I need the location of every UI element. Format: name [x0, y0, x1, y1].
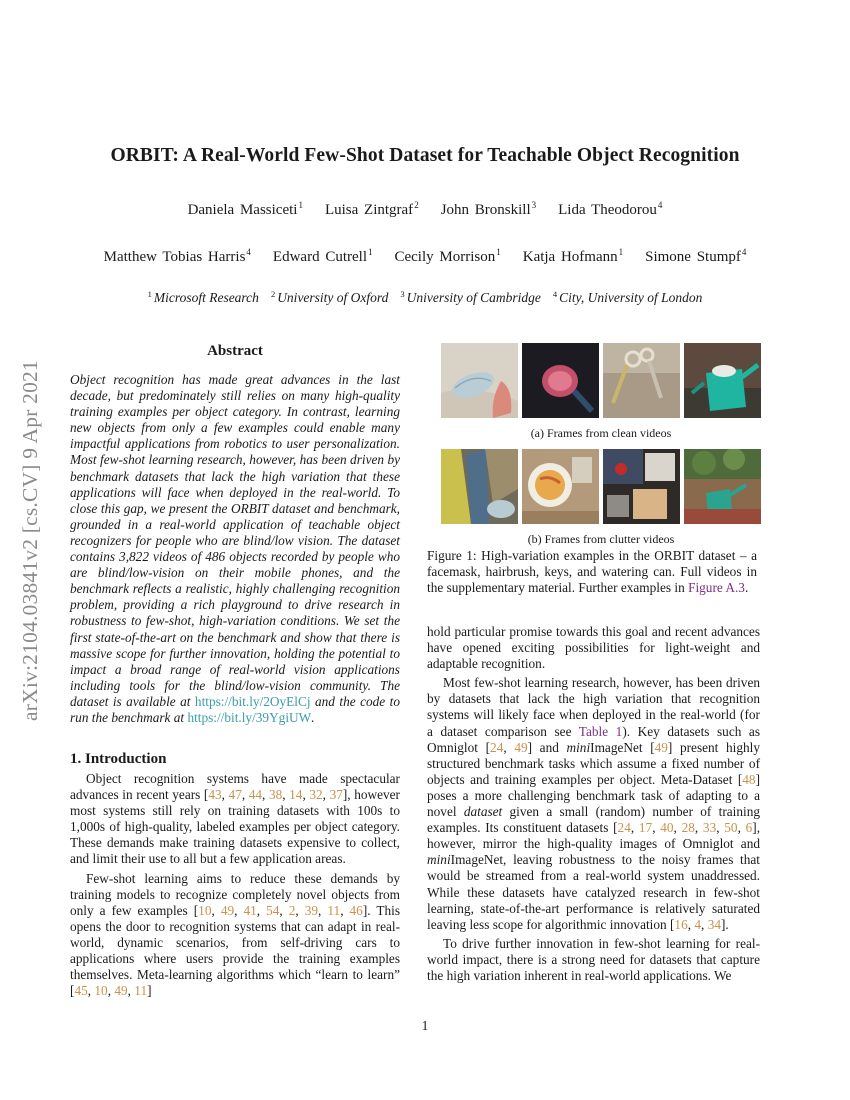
right-column-body — [427, 624, 760, 984]
citation-link[interactable]: 32 — [309, 787, 323, 803]
citation-link[interactable]: 54 — [266, 902, 280, 918]
citation-link[interactable]: 28 — [681, 820, 695, 836]
citation-link[interactable]: 11 — [134, 983, 148, 999]
author-name: Lida Theodorou$^4$ — [558, 200, 663, 218]
introduction-body — [70, 771, 400, 999]
citation-link[interactable]: 49 — [114, 983, 128, 999]
affiliation — [553, 290, 703, 305]
citation-link[interactable]: 4 — [694, 916, 702, 932]
author-affiliation-mark: 1 — [298, 200, 303, 210]
author-affiliation-mark: 1 — [496, 247, 501, 257]
figure-1 — [441, 343, 761, 555]
author-name: Katja Hofmann$^1$ — [522, 247, 624, 265]
clutter-frames-caption: (b) Frames from clutter videos — [527, 532, 675, 546]
right-paragraph-2: Most few-shot learning research, however, has been driven by datasets that lack the high variation that recognition systems will likely face when deployed in the real-world (for a dataset comparison see Table 1). Key datasets such as Omniglot [24, 49] and miniImageNet [49] present highly structured benchmark tasks which assume a fixed number of objects and training examples per object. Meta-Dataset [48] poses a more challenging benchmark task of adapting to a novel dataset given a small (random) number of training examples. Its constituent datasets [24, 17, 40, 28, 33, 50, 6], however, mirror the high-quality images of Omniglot and miniImageNet, leaving robustness to the noisy frames that would be streamed from a real-world system unaddressed. While these datasets have catalyzed research in few-shot learning, state-of-the-art performance is relatively saturated leaving less scope for algorithmic innovation [16, 4, 34]. — [427, 675, 761, 932]
page-number: 1 — [421, 1018, 429, 1033]
authors-row-2 — [0, 247, 850, 266]
watering-can-clean-frame — [684, 343, 761, 418]
citation-link[interactable]: 50 — [724, 820, 738, 836]
affiliation-mark: 4 — [552, 289, 558, 299]
abstract-heading: Abstract — [207, 343, 263, 359]
code-link[interactable]: https://bit.ly/39YgiUW — [187, 709, 312, 725]
citation-link[interactable]: 33 — [702, 820, 717, 836]
citation-link[interactable]: 2 — [288, 902, 296, 918]
author-affiliation-mark: 4 — [741, 247, 747, 257]
citation-link[interactable]: 39 — [304, 902, 319, 918]
arxiv-id-text: arXiv:2104.03841v2 [cs.CV] 9 Apr 2021 — [17, 359, 42, 721]
citation-link[interactable]: 40 — [660, 820, 674, 836]
abstract-body — [70, 372, 400, 726]
facemask-clean-frame — [441, 343, 518, 418]
citation-link[interactable]: 38 — [268, 787, 283, 803]
citation-link[interactable]: 37 — [329, 787, 343, 803]
citation-link[interactable]: 34 — [707, 916, 721, 932]
citation-link[interactable]: 24 — [617, 820, 631, 836]
dataset-link[interactable]: https://bit.ly/2OyElCj — [194, 693, 311, 709]
citation-link[interactable]: 10 — [94, 983, 108, 999]
figure-a3-link[interactable]: Figure A.3 — [688, 580, 745, 596]
author-name: Edward Cutrell$^1$ — [272, 247, 373, 265]
clean-frames-caption: (a) Frames from clean videos — [530, 426, 672, 440]
citation-link[interactable]: 47 — [228, 787, 242, 803]
arxiv-identifier — [10, 300, 50, 780]
citation-link[interactable]: 46 — [349, 902, 363, 918]
author-affiliation-mark: 4 — [657, 200, 663, 210]
paper-title: ORBIT: A Real-World Few-Shot Dataset for Teachable Object Recognition — [110, 145, 740, 166]
affiliation-name: City, University of London — [559, 290, 703, 305]
citation-link[interactable]: 49 — [220, 902, 235, 918]
affiliations — [0, 289, 850, 306]
affiliation-name: Microsoft Research — [153, 290, 259, 305]
author-name: Cecily Morrison$^1$ — [394, 247, 501, 265]
citation-link[interactable]: 16 — [674, 916, 688, 932]
citation-link[interactable]: 10 — [198, 902, 212, 918]
affiliation — [400, 290, 541, 305]
citation-link[interactable]: 44 — [248, 787, 263, 803]
citation-link[interactable]: 24 — [490, 739, 504, 755]
author-name: John Bronskill$^3$ — [440, 200, 537, 218]
intro-paragraph-1: Object recognition systems have made spectacular advances in recent years [43, 47, 44, 38, 14, 32, 37], however most systems still rely on training datasets with 100s to 1,000s of high-quality, labeled examples per object category. These demands make training datasets expensive to collect, and limit their use to all but a few application areas. — [70, 771, 400, 867]
facemask-clutter-frame — [441, 449, 518, 524]
affiliation — [271, 290, 388, 305]
hairbrush-clutter-frame — [522, 449, 599, 524]
citation-link[interactable]: 11 — [327, 902, 341, 918]
author-name: Simone Stumpf$^4$ — [645, 247, 747, 265]
citation-link[interactable]: 6 — [745, 820, 753, 836]
author-affiliation-mark: 1 — [367, 247, 373, 257]
author-name: Daniela Massiceti$^1$ — [187, 200, 303, 218]
clutter-frames-row — [441, 449, 761, 524]
citation-link[interactable]: 14 — [289, 787, 303, 803]
abstract-text-end: . — [311, 709, 315, 725]
affiliation-mark: 2 — [270, 289, 276, 299]
right-paragraph-3: To drive further innovation in few-shot learning for real-world impact, there is a strong need for datasets that capture the high variation inherent in real-world applications. We — [427, 935, 760, 983]
citation-link[interactable]: 49 — [654, 739, 668, 755]
author-affiliation-mark: 3 — [531, 200, 537, 210]
keys-clean-frame — [603, 343, 680, 418]
right-paragraph-1: hold particular promise towards this goal and recent advances have opened exciting possibilities for light-weight and adaptable recognition. — [427, 624, 760, 672]
author-affiliation-mark: 2 — [414, 200, 419, 210]
citation-link[interactable]: 45 — [74, 983, 88, 999]
abstract-text-mid: and the code to run the benchmark at — [70, 693, 400, 725]
figure-1-caption: Figure 1: High-variation examples in the ORBIT dataset – a facemask, hairbrush, keys, and watering can. Full videos in the supplementary material. Further examples in Figure A.3. — [427, 548, 757, 596]
introduction-heading: 1. Introduction — [70, 751, 167, 767]
affiliation-name: University of Cambridge — [406, 290, 541, 305]
table-1-link[interactable]: Table 1 — [578, 723, 623, 739]
author-affiliation-mark: 4 — [246, 247, 251, 257]
citation-link[interactable]: 41 — [243, 902, 257, 918]
citation-link[interactable]: 48 — [742, 771, 756, 787]
affiliation-name: University of Oxford — [277, 290, 389, 305]
hairbrush-clean-frame — [522, 343, 599, 418]
affiliation-mark: 1 — [147, 289, 152, 299]
clean-frames-row — [441, 343, 761, 418]
citation-link[interactable]: 43 — [208, 787, 222, 803]
affiliation-mark: 3 — [400, 289, 405, 299]
affiliation — [148, 290, 259, 305]
citation-link[interactable]: 49 — [514, 739, 528, 755]
author-name: Luisa Zintgraf$^2$ — [324, 200, 419, 218]
abstract-text: Object recognition has made great advances in the last decade, but predominately still relies on many high-quality training examples per object category. In contrast, learning new objects from only a few examples could enable many impactful applications from robotics to user personalization. Most few-shot learning research, however, has been driven by benchmark datasets that lack the high variation that these applications will face when deployed in the real-world. To close this gap, we present the ORBIT dataset and benchmark, grounded in a real-world application of teachable object recognizers for people who are blind/low vision. The dataset contains 3,822 videos of 486 objects recorded by people who are blind/low-vision on their mobile phones, and the benchmark reflects a realistic, highly challenging recognition problem, providing a rich playground to drive research in robustness to few-shot, high-variation conditions. We set the first state-of-the-art on the benchmark and show that there is massive scope for further innovation, holding the potential to impact a broad range of real-world vision applications including tools for the blind/low-vision community. The dataset is available at — [70, 372, 400, 709]
author-name: Matthew Tobias Harris$^4$ — [103, 247, 251, 265]
watering-can-clutter-frame — [684, 449, 761, 524]
authors-row-1 — [0, 200, 850, 219]
intro-paragraph-2: Few-shot learning aims to reduce these demands by training models to recognize completely novel objects from only a few examples [10, 49, 41, 54, 2, 39, 11, 46]. This opens the door to recognition systems that can adapt in real-world, dynamic scenarios, from self-driving cars to applications where users provide the training examples themselves. Meta-learning algorithms which “learn to learn” [45, 10, 49, 11] — [70, 870, 400, 999]
author-affiliation-mark: 1 — [618, 247, 624, 257]
keys-clutter-frame — [603, 449, 680, 524]
citation-link[interactable]: 17 — [638, 820, 653, 836]
